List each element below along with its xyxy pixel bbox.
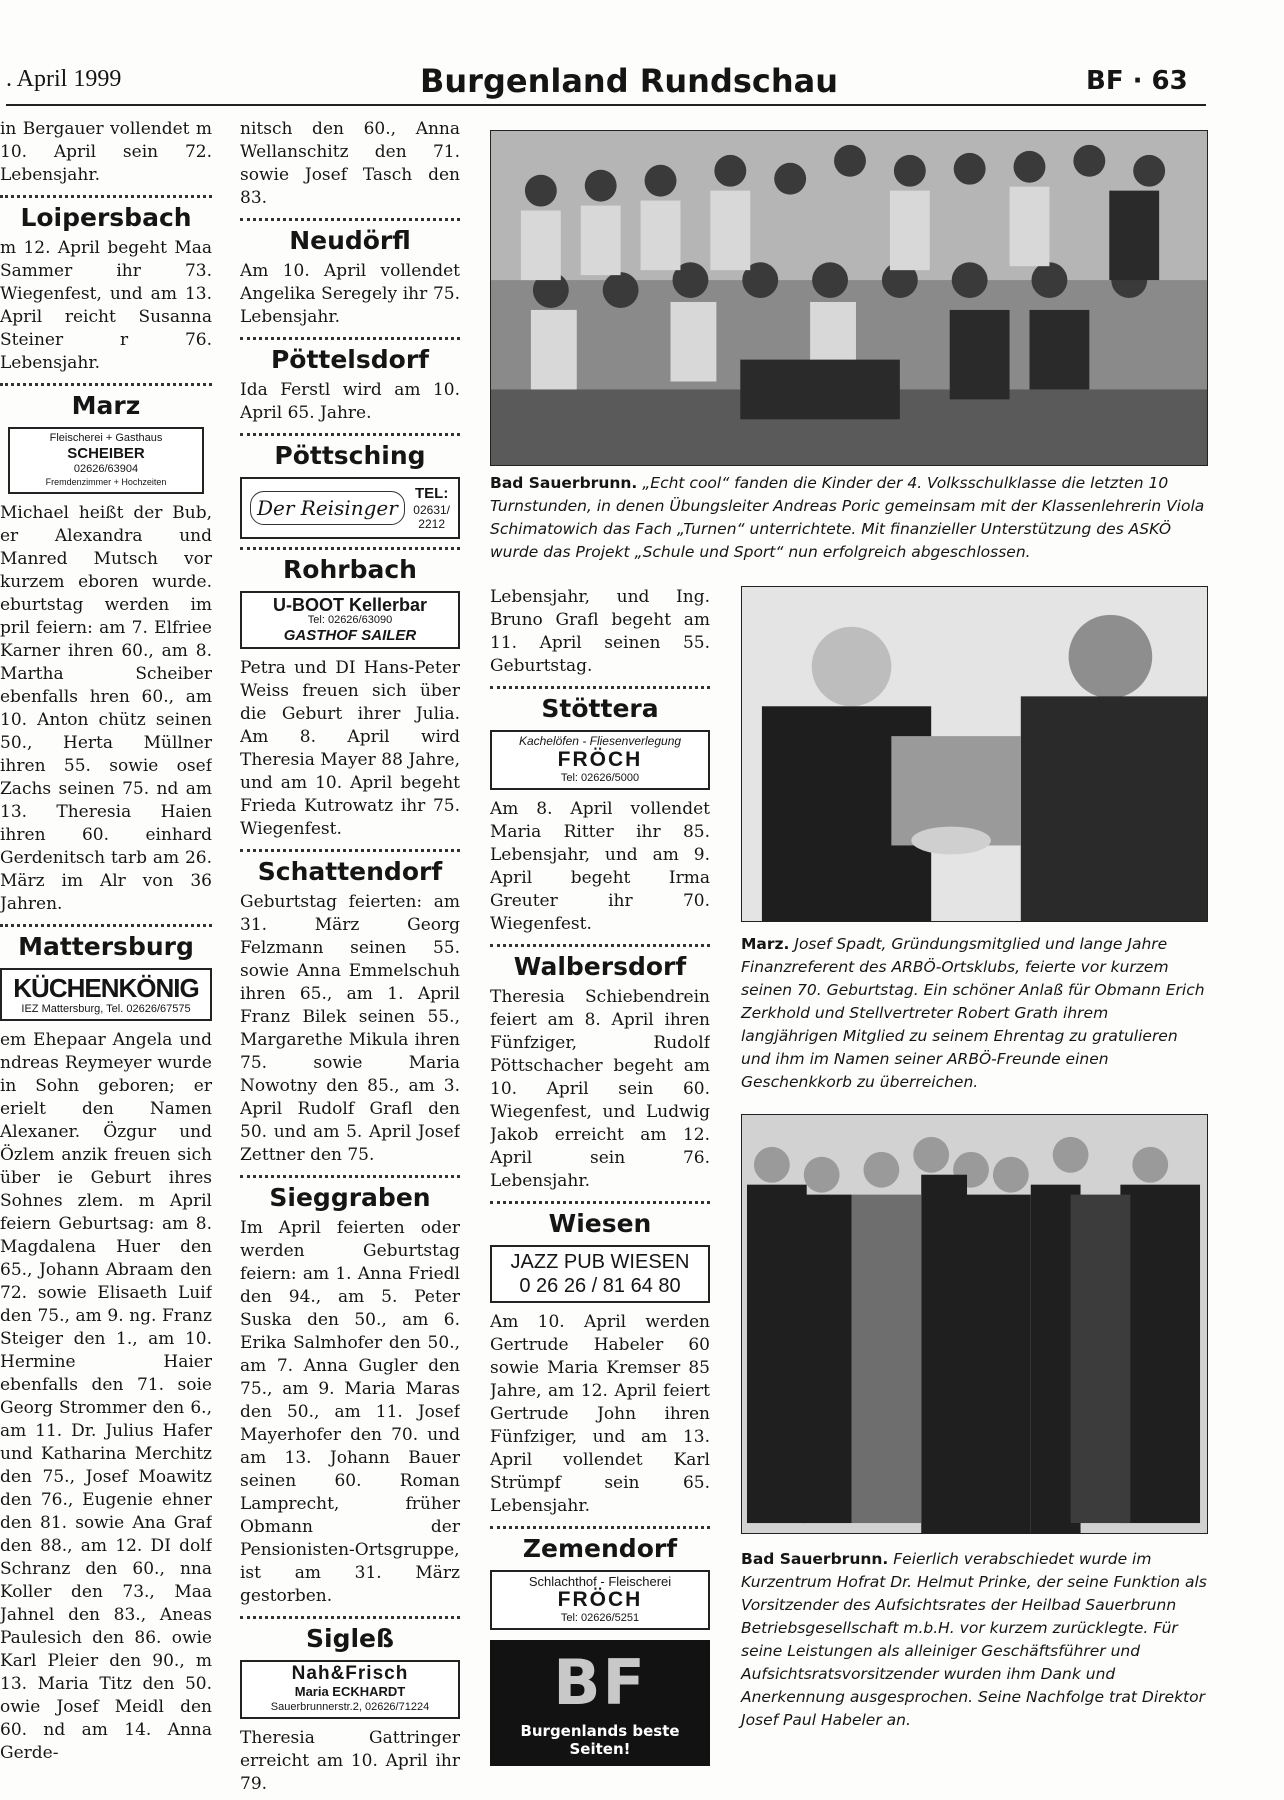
divider bbox=[240, 218, 460, 221]
newspaper-title: Burgenland Rundschau bbox=[420, 62, 839, 100]
ad-line: SCHEIBER bbox=[67, 445, 145, 462]
bf-logo: BF bbox=[553, 1646, 647, 1719]
ad-line: IEZ Mattersburg, Tel. 02626/67575 bbox=[21, 1003, 191, 1015]
divider bbox=[490, 1526, 710, 1529]
caption-place: Marz. bbox=[741, 935, 790, 953]
ad-bf bbox=[490, 1640, 710, 1766]
article-text: in Bergauer vollendet m 10. April sein 72. Lebensjahr. bbox=[0, 119, 212, 185]
ad-line: Schlachthof - Fleischerei bbox=[528, 1574, 672, 1589]
divider bbox=[490, 944, 710, 947]
ad-line: 02626/63904 bbox=[73, 463, 139, 475]
ad-line: Tel: 02626/63090 bbox=[307, 614, 393, 626]
divider bbox=[0, 195, 212, 198]
divider bbox=[0, 924, 212, 927]
ad-line: GASTHOF SAILER bbox=[283, 627, 417, 644]
ad-line: FRÖCH bbox=[557, 748, 643, 771]
article-text: Am 8. April vollendet Maria Ritter ihr 85. Lebensjahr, und am 9. April begeht Irma Greuter ihr 70. Wiegenfest. bbox=[490, 799, 710, 934]
column-1 bbox=[0, 118, 212, 1800]
article-text: Am 10. April vollendet Angelika Seregely ihr 75. Lebensjahr. bbox=[240, 261, 460, 327]
ad-jazzpub bbox=[490, 1245, 710, 1303]
article-text: Geburtstag feierten: am 31. März Georg Felzmann seinen 55. sowie Anna Emmelschuh ihren 65., am 1. April Franz Bilek seinen 55., Margarethe Mikula ihren 75. sowie Maria Nowotny den 85., am 3. April Rudolf Grafl den 50. und am 5. April Josef Zettner den 75. bbox=[240, 892, 460, 1165]
ad-line: Kachelöfen - Fliesenverlegung bbox=[518, 734, 682, 748]
section-heading: Walbersdorf bbox=[513, 952, 687, 981]
section-heading: Wiesen bbox=[548, 1209, 652, 1238]
caption-text: Feierlich verabschiedet wurde im Kurzentrum Hofrat Dr. Helmut Prinke, der seine Funktion als Vorsitzender des Aufsichtsrates der Heilbad Sauerbrunn Betriebsgesellschaft m.b.H. vor kurzem zurücklegte. Für seine Leistungen als alleiniger Geschäftsführer und Aufsichtsratsvorsitzender wurden ihm Dank und Anerkennung ausgesprochen. Seine Nachfolge trat Direktor Josef Paul Habeler an. bbox=[741, 1550, 1207, 1729]
caption-group bbox=[741, 1548, 1208, 1732]
divider bbox=[490, 1201, 710, 1204]
ad-line: Tel: 02626/5000 bbox=[560, 772, 640, 784]
article-text: Michael heißt der Bub, er Alexandra und Manred Mutsch vor kurzem eboren wurde. eburtstag werden im pril feiern: am 7. Elfriee Karner ihren 60., am 8. Martha Scheiber ebenfalls hren 60., am 10. Anton chütz seinen 50., Herta Müllner ihren 55. sowie osef Zachs seinen 75. nd am 13. Theresia Haien ihren 60. einhard Gerdenitsch tarb am 26. März im Alr von 36 Jahren. bbox=[0, 503, 212, 914]
caption-children bbox=[490, 472, 1208, 564]
section-heading: Sieggraben bbox=[269, 1183, 431, 1212]
section-heading: Sigleß bbox=[306, 1624, 394, 1653]
ad-scheiber bbox=[8, 427, 204, 494]
article-text: Theresia Gattringer erreicht am 10. April ihr 79. bbox=[240, 1728, 460, 1794]
section-heading: Loipersbach bbox=[20, 203, 192, 232]
ad-reisinger bbox=[240, 477, 460, 539]
photo-children bbox=[490, 130, 1208, 466]
ad-line: Tel: 02626/5251 bbox=[560, 1612, 640, 1624]
caption-place: Bad Sauerbrunn. bbox=[741, 1550, 889, 1568]
ad-line: JAZZ PUB WIESEN bbox=[510, 1251, 690, 1273]
ad-line: U-BOOT Kellerbar bbox=[272, 595, 428, 615]
article-text: Ida Ferstl wird am 10. April 65. Jahre. bbox=[240, 380, 460, 423]
column-3 bbox=[490, 586, 710, 1800]
article-text: nitsch den 60., Anna Wellanschitz den 71. sowie Josef Tasch den 83. bbox=[240, 119, 460, 208]
ad-line: 02631/ bbox=[413, 503, 450, 517]
ad-line: FRÖCH bbox=[557, 1588, 643, 1611]
ad-line: TEL: bbox=[414, 485, 449, 502]
photo-handshake bbox=[741, 586, 1208, 922]
ad-line: Maria ECKHARDT bbox=[294, 1684, 406, 1699]
ad-uboot bbox=[240, 591, 460, 649]
ad-line: 0 26 26 / 81 64 80 bbox=[519, 1275, 681, 1297]
section-heading: Neudörfl bbox=[289, 226, 411, 255]
section-heading: Zemendorf bbox=[522, 1534, 678, 1563]
divider bbox=[240, 433, 460, 436]
section-heading: Stöttera bbox=[541, 694, 659, 723]
article-text: Im April feierten oder werden Geburtstag feiern: am 1. Anna Friedl den 94., am 5. Peter Suska den 50., am 6. Erika Salmhofer den 50., am 7. Anna Gugler den 75., am 9. Maria Maras den 50., am 11. Josef Mayerhofer den 70. und am 13. Johann Bauer seinen 60. Roman Lamprecht, früher Obmann der Pensionisten-Ortsgruppe, ist am 31. März gestorben. bbox=[240, 1218, 460, 1606]
ad-line: 2212 bbox=[418, 517, 445, 531]
ad-kuechenkoenig bbox=[0, 968, 212, 1021]
article-text: em Ehepaar Angela und ndreas Reymeyer wurde in Sohn geboren; er erielt den Namen Alexaner. Özgur und Özlem anzik freuen sich über ie Geburt ihres Sohnes zlem. m April feiern Geburtsag: am 8. Magdalena Huer den 65., Johann Abraam den 72. sowie Elisaeth Luif den 75., am 9. ng. Franz Steiger den 1., am 10. Hermine Haier ebenfalls den 71. soie Georg Strommer den 6., am 11. Dr. Julius Hafer und Katharina Merchitz den 75., Josef Moawitz den 76., Eugenie ehner den 81. sowie Ana Graf den 88., am 12. DI dolf Schranz den 60., nna Koller den 73., Maa Jahnel den 83., Aneas Paulesich den 86. owie Karl Pleier den 90., m 13. Maria Titz den 50. owie Josef Meidl den 60. nd am 14. Anna Gerde- bbox=[0, 1030, 212, 1763]
bf-tagline: Burgenlands beste Seiten! bbox=[520, 1722, 680, 1758]
header-rule bbox=[6, 104, 1206, 106]
photo-handshake-image bbox=[742, 587, 1207, 921]
ad-line: Fremdenzimmer + Hochzeiten bbox=[45, 477, 167, 487]
ad-logo: Der Reisinger bbox=[250, 491, 405, 525]
divider bbox=[240, 1175, 460, 1178]
divider bbox=[0, 383, 212, 386]
caption-text: Josef Spadt, Gründungsmitglied und lange Jahre Finanzreferent des ARBÖ-Ortsklubs, feierte vor kurzem seinen 70. Geburtstag. Ein schöner Anlaß für Obmann Erich Zerkhold und Stellvertreter Robert Grath ihrem langjährigen Mitglied zu seinem Ehrentag zu gratulieren und ihm im Namen seiner ARBÖ-Freunde einen Geschenkkorb zu überreichen. bbox=[741, 935, 1205, 1091]
column-2 bbox=[240, 118, 460, 1800]
ad-nahfrisch bbox=[240, 1660, 460, 1719]
section-heading: Marz bbox=[71, 391, 141, 420]
section-heading: Mattersburg bbox=[18, 932, 194, 961]
caption-place: Bad Sauerbrunn. bbox=[490, 474, 638, 492]
ad-line: Nah&Frisch bbox=[291, 1663, 409, 1684]
caption-text: „Echt cool“ fanden die Kinder der 4. Volksschulklasse die letzten 10 Turnstunden, in denen Übungsleiter Andreas Poric gemeinsam mit der Klassenlehrerin Viola Schimatowich das Fach „Turnen“ unterrichtete. Mit finanzieller Unterstützung des ASKÖ wurde das Projekt „Schule und Sport“ nun erfolgreich abgeschlossen. bbox=[490, 474, 1205, 561]
photo-group-image bbox=[742, 1115, 1207, 1533]
divider bbox=[240, 849, 460, 852]
ad-froech-kachel bbox=[490, 730, 710, 790]
section-heading: Schattendorf bbox=[257, 857, 443, 886]
article-text: Lebensjahr, und Ing. Bruno Grafl begeht am 11. April seinen 55. Geburtstag. bbox=[490, 587, 710, 676]
page-number: BF · 63 bbox=[1086, 66, 1188, 96]
article-text: Am 10. April werden Gertrude Habeler 60 sowie Maria Kremser 85 Jahre, am 12. April feiert Gertrude John ihren Fünfziger, und am 13. April vollendet Karl Strümpf sein 65. Lebensjahr. bbox=[490, 1312, 710, 1516]
section-heading: Pöttelsdorf bbox=[270, 345, 430, 374]
article-text: Petra und DI Hans-Peter Weiss freuen sich über die Geburt ihrer Julia. Am 8. April wird Theresia Mayer 88 Jahre, und am 10. April begeht Frieda Kutrowatz ihr 75. Wiegenfest. bbox=[240, 658, 460, 839]
caption-handshake bbox=[741, 933, 1208, 1094]
divider bbox=[490, 686, 710, 689]
section-heading: Rohrbach bbox=[283, 555, 417, 584]
issue-date: . April 1999 bbox=[6, 66, 122, 92]
ad-line: Sauerbrunnerstr.2, 02626/71224 bbox=[270, 1701, 430, 1713]
ad-froech-fleischerei bbox=[490, 1570, 710, 1630]
divider bbox=[240, 547, 460, 550]
ad-line: KÜCHENKÖNIG bbox=[13, 973, 199, 1003]
article-text: m 12. April begeht Maa Sammer ihr 73. Wiegenfest, und am 13. April reicht Susanna Steiner r 76. Lebensjahr. bbox=[0, 238, 212, 373]
section-heading: Pöttsching bbox=[274, 441, 426, 470]
photo-group bbox=[741, 1114, 1208, 1534]
divider bbox=[240, 1616, 460, 1619]
photo-children-image bbox=[491, 131, 1207, 465]
ad-line: Fleischerei + Gasthaus bbox=[49, 432, 163, 444]
ad-phone bbox=[413, 485, 450, 531]
page-header bbox=[0, 0, 1284, 108]
divider bbox=[240, 337, 460, 340]
article-text: Theresia Schiebendrein feiert am 8. April ihren Fünfziger, Rudolf Pöttschacher begeht am 10. April sein 60. Wiegenfest, und Ludwig Jakob erreicht am 12. April sein 76. Lebensjahr. bbox=[490, 987, 710, 1191]
